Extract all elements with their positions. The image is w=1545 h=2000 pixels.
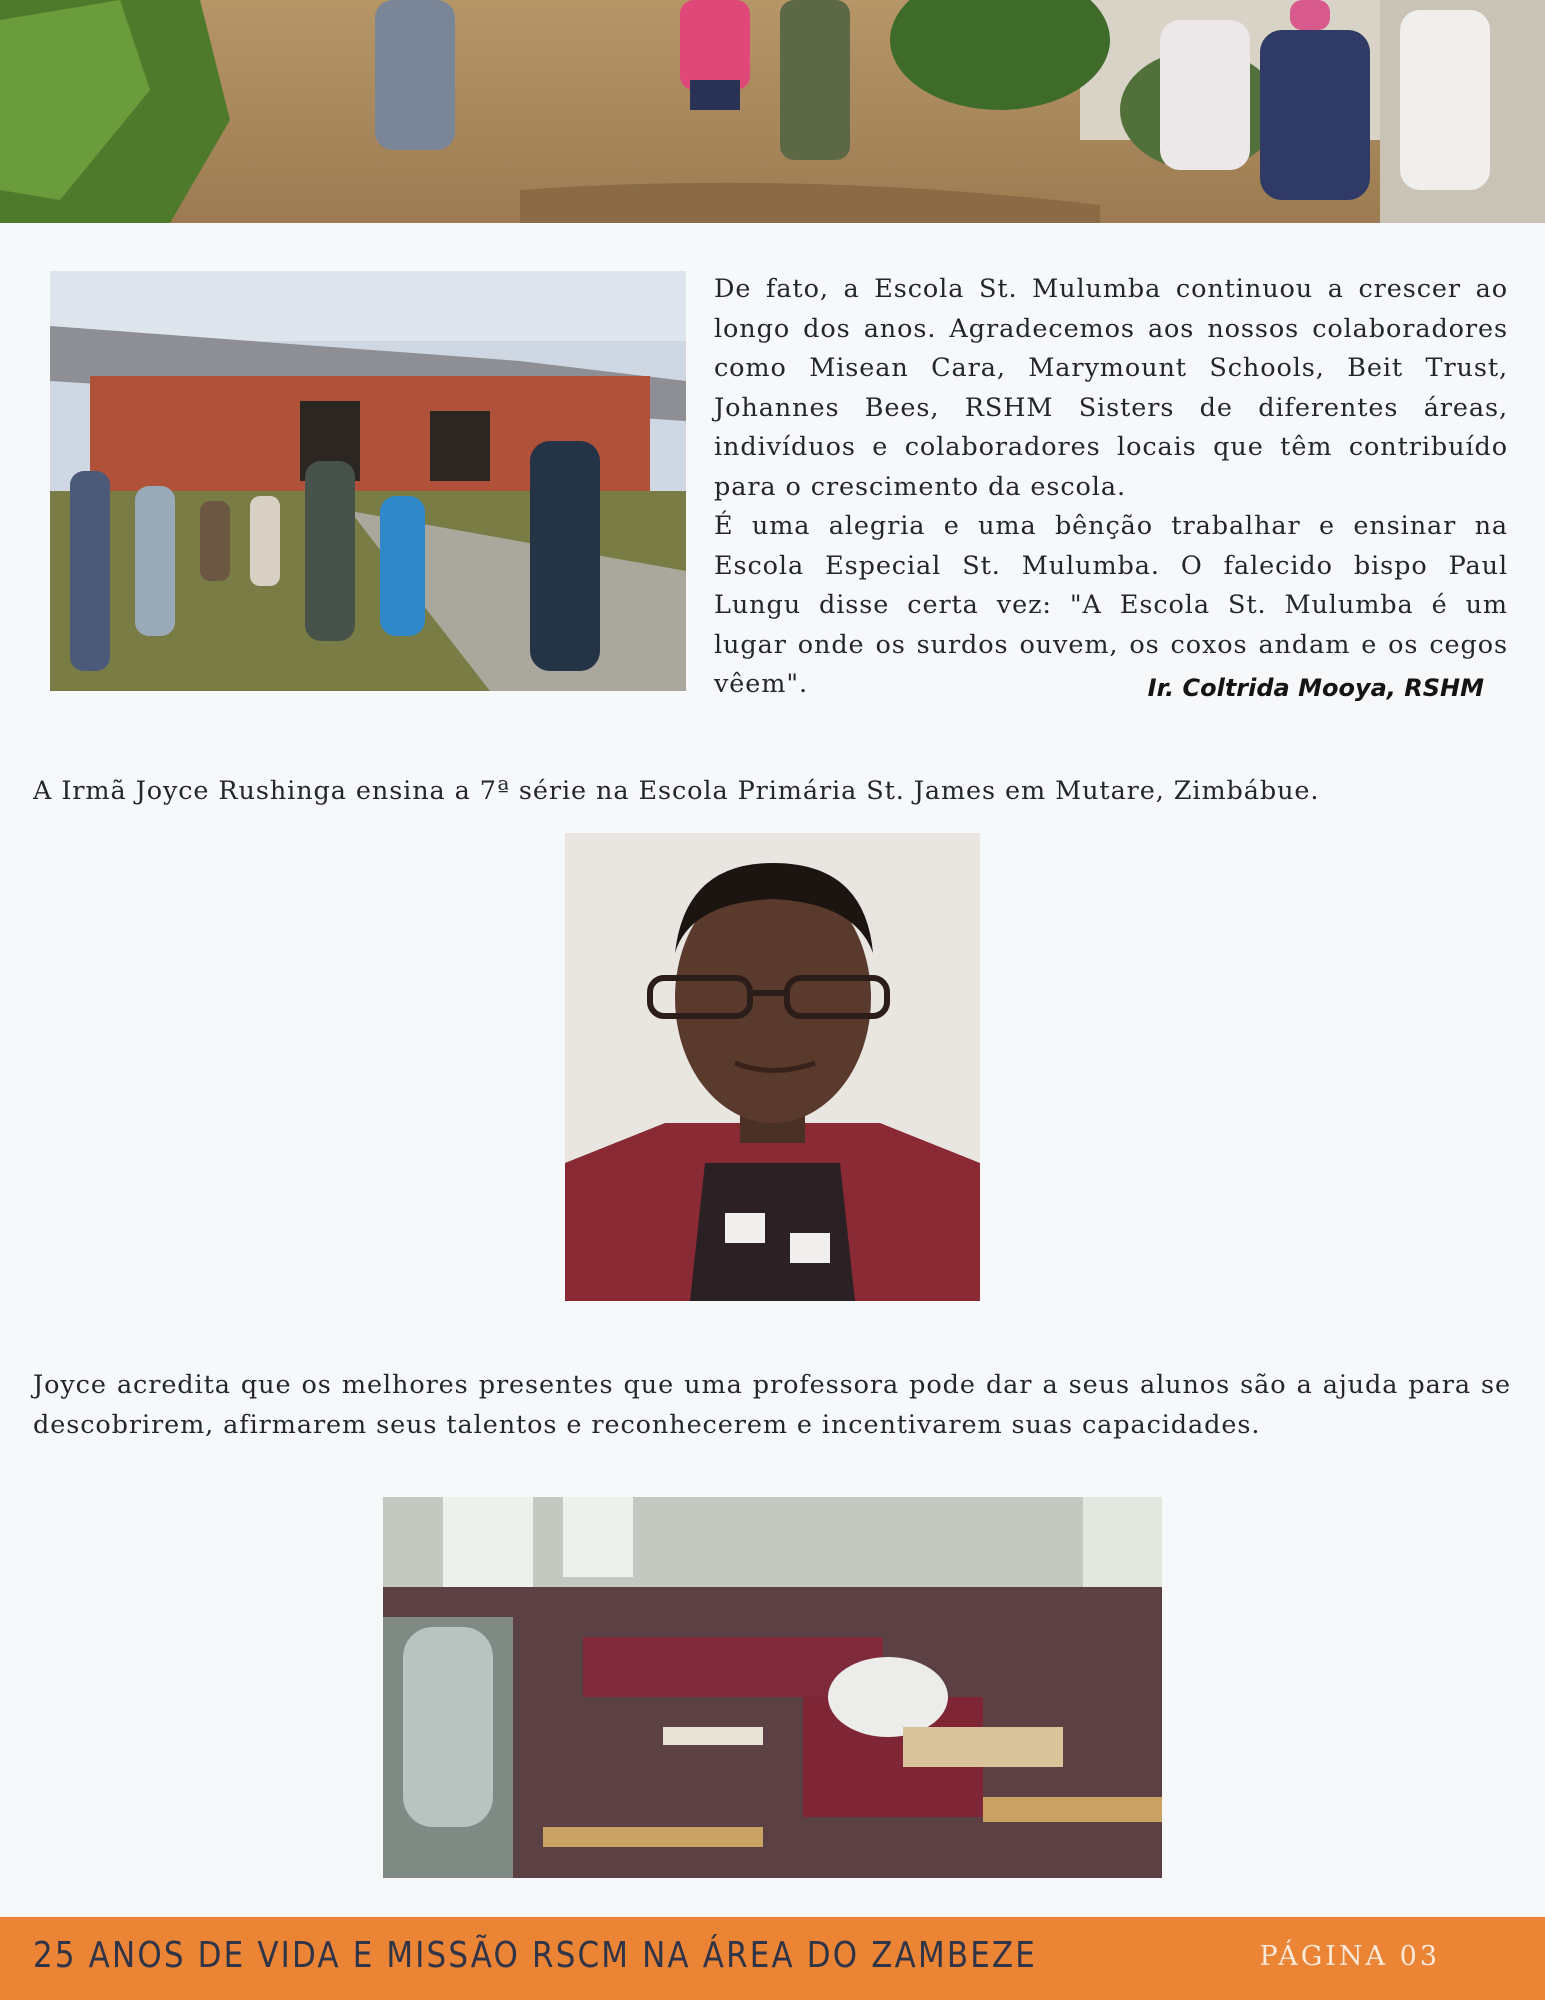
footer-title: 25 ANOS DE VIDA E MISSÃO RSCM NA ÁREA DO ZAMBEZE xyxy=(33,1935,1037,1976)
footer-bar xyxy=(0,1917,1545,2000)
classroom-photo xyxy=(383,1497,1162,1878)
joyce-intro-text: A Irmã Joyce Rushinga ensina a 7ª série na Escola Primária St. James em Mutare, Zimbábue. xyxy=(33,776,1320,806)
joyce-belief-text: Joyce acredita que os melhores presentes que uma professora pode dar a seus alunos são a ajuda para se descobrirem, afirmarem seus talentos e reconhecerem e incentivarem suas capacidades. xyxy=(33,1370,1511,1440)
joyce-portrait-photo xyxy=(565,833,980,1301)
signature: Ir. Coltrida Mooya, RSHM xyxy=(1147,674,1484,702)
hero-photo xyxy=(0,0,1545,223)
intro-text-block xyxy=(714,270,1508,705)
school-children-photo xyxy=(50,271,686,691)
intro-paragraph-1: De fato, a Escola St. Mulumba continuou a crescer ao longo dos anos. Agradecemos aos nossos colaboradores como Misean Cara, Marymount Schools, Beit Trust, Johannes Bees, RSHM Sisters de diferentes áreas, indivíduos e colaboradores locais que têm contribuído para o crescimento da escola. xyxy=(714,274,1508,502)
page-number: PÁGINA 03 xyxy=(1259,1941,1440,1972)
intro-paragraph-2: É uma alegria e uma bênção trabalhar e ensinar na Escola Especial St. Mulumba. O falecido bispo Paul Lungu disse certa vez: "A Escola St. Mulumba é um lugar onde os surdos ouvem, os coxos andam e os cegos vêem". xyxy=(714,511,1508,699)
